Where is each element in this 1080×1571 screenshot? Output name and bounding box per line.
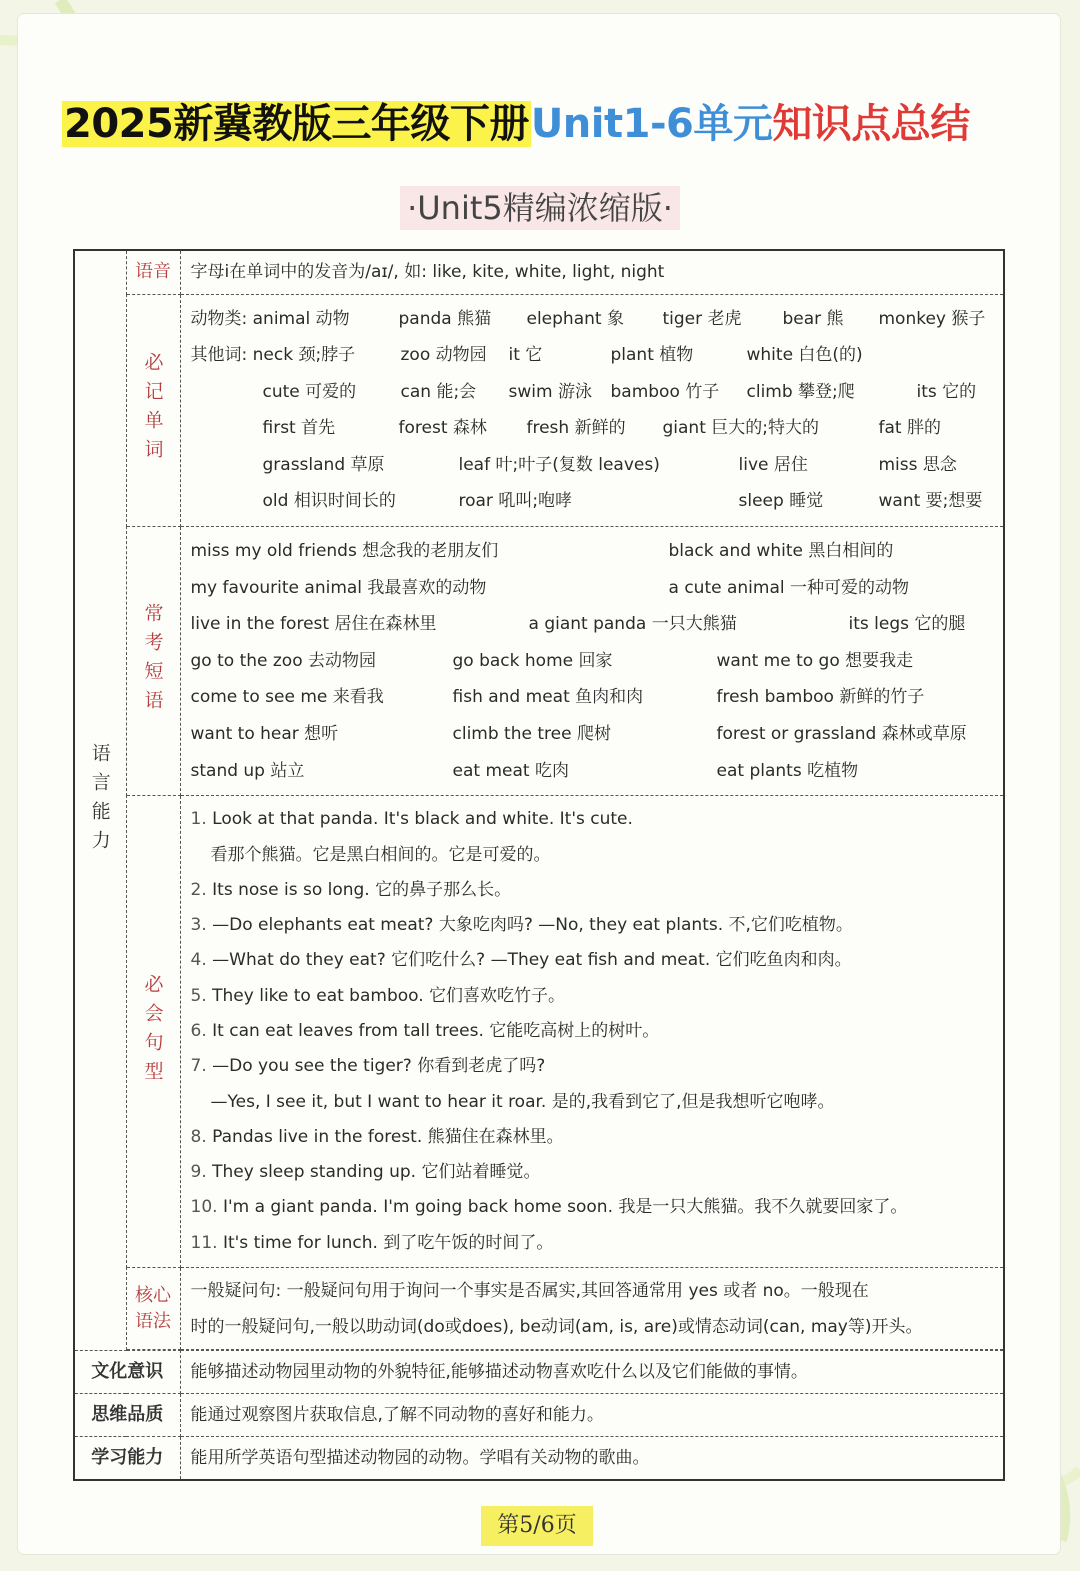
grammar-label: 核心语法 <box>135 1284 171 1332</box>
sentences-label: 必会句型 <box>141 973 164 1090</box>
sentence-text: —Do you see the tiger? 你看到老虎了吗? <box>212 1056 546 1077</box>
sentence-text: —What do they eat? 它们吃什么? —They eat fish and meat. 它们吃鱼肉和肉。 <box>212 950 852 971</box>
sentence-number: 1. <box>190 809 207 830</box>
phonics-text: 字母i在单词中的发音为/aɪ/, 如: like, kite, white, light, night <box>190 262 665 283</box>
word-entry: live 居住 <box>738 454 808 475</box>
sentence-number: 10. <box>190 1197 218 1218</box>
subtitle: ·Unit5精编浓缩版· <box>400 186 680 230</box>
sentences-cell <box>180 796 1004 1268</box>
phonics-cell <box>180 250 1004 294</box>
sentence-number: 5. <box>190 985 207 1006</box>
word-row <box>191 410 994 447</box>
phrase-entry: go back home 回家 <box>452 650 613 671</box>
sentence-line <box>191 1120 994 1155</box>
grammar-line-2: 时的一般疑问句,一般以助动词(do或does), be动词(am, is, are)或情态动词(can, may等)开头。 <box>190 1316 923 1337</box>
sentence-line <box>191 873 994 908</box>
sentence-text: It's time for lunch. 到了吃午饭的时间了。 <box>222 1232 554 1253</box>
word-entry: 动物类: animal 动物 <box>190 308 350 329</box>
word-entry: its 它的 <box>916 381 977 402</box>
word-entry: cute 可爱的 <box>262 381 357 402</box>
grammar-line-1: 一般疑问句: 一般疑问句用于询问一个事实是否属实,其回答通常用 yes 或者 no。一般现在 <box>190 1280 869 1301</box>
phrase-entry: stand up 站立 <box>190 760 305 781</box>
sentence-line <box>191 979 994 1014</box>
title-part-1: 2025新冀教版三年级下册 <box>64 101 529 147</box>
sentence-number: 4. <box>190 950 207 971</box>
sentence-line <box>191 838 994 873</box>
phrase-entry: miss my old friends 想念我的老朋友们 <box>190 541 499 562</box>
culture-cell <box>180 1351 1004 1394</box>
sentence-number: 7. <box>190 1056 207 1077</box>
phrase-entry: go to the zoo 去动物园 <box>190 650 376 671</box>
learning-cell <box>180 1437 1004 1481</box>
phrase-row <box>191 716 994 753</box>
phonics-label-cell <box>126 250 180 294</box>
phrases-cell <box>180 527 1004 796</box>
sentence-line <box>191 1014 994 1049</box>
word-row <box>191 301 994 338</box>
language-label: 语言能力 <box>88 742 111 859</box>
grammar-label-cell <box>126 1268 180 1350</box>
sentence-line <box>191 943 994 978</box>
phrase-entry: want me to go 想要我走 <box>716 650 914 671</box>
word-row <box>191 483 994 520</box>
word-entry: miss 思念 <box>878 454 957 475</box>
learning-label-cell <box>74 1437 180 1481</box>
phrase-row <box>191 533 994 570</box>
phrase-entry: come to see me 来看我 <box>190 687 384 708</box>
sentence-line <box>191 1190 994 1225</box>
phrase-entry: fresh bamboo 新鲜的竹子 <box>716 687 925 708</box>
words-list <box>181 295 1004 527</box>
word-entry: roar 吼叫;咆哮 <box>458 491 573 512</box>
phrase-entry: black and white 黑白相间的 <box>668 541 894 562</box>
sentence-line <box>191 1226 994 1261</box>
sentence-text: I'm a giant panda. I'm going back home soon. 我是一只大熊猫。我不久就要回家了。 <box>222 1197 908 1218</box>
sentence-text: Look at that panda. It's black and white. It's cute. <box>212 809 633 830</box>
word-entry: old 相识时间长的 <box>262 491 396 512</box>
sentence-text: 看那个熊猫。它是黑白相间的。它是可爱的。 <box>210 844 551 865</box>
words-label-cell <box>126 294 180 527</box>
title-part-2: Unit1-6单元 <box>530 101 773 147</box>
sentence-text: —Do elephants eat meat? 大象吃肉吗? —No, they eat plants. 不,它们吃植物。 <box>212 915 853 936</box>
learning-text: 能用所学英语句型描述动物园的动物。学唱有关动物的歌曲。 <box>190 1448 650 1469</box>
sentence-text: It can eat leaves from tall trees. 它能吃高树上的树叶。 <box>212 1021 660 1041</box>
thinking-label: 思维品质 <box>91 1404 164 1426</box>
phrases-label-cell <box>126 527 180 796</box>
title-part-3: 知识点总结 <box>772 101 970 147</box>
sentence-text: Its nose is so long. 它的鼻子那么长。 <box>212 879 512 900</box>
sentence-number: 3. <box>190 915 207 936</box>
sentence-number: 8. <box>190 1126 207 1147</box>
phonics-label: 语音 <box>135 261 171 283</box>
words-cell <box>180 294 1004 527</box>
word-entry: 其他词: neck 颈;脖子 <box>190 345 356 366</box>
sentence-number: 9. <box>190 1162 207 1183</box>
sentence-number: 11. <box>190 1232 218 1253</box>
summary-table <box>73 249 1005 1481</box>
phrase-entry: forest or grassland 森林或草原 <box>716 724 967 745</box>
word-entry: forest 森林 <box>398 418 487 439</box>
thinking-label-cell <box>74 1394 180 1437</box>
word-entry: grassland 草原 <box>262 454 385 475</box>
word-entry: elephant 象 <box>526 308 624 329</box>
sentence-text: They sleep standing up. 它们站着睡觉。 <box>212 1162 541 1183</box>
word-row <box>191 447 994 484</box>
phrase-entry: eat meat 吃肉 <box>452 760 569 781</box>
sentence-number: 2. <box>190 879 207 900</box>
grammar-cell <box>180 1268 1004 1350</box>
phrase-entry: eat plants 吃植物 <box>716 760 859 781</box>
phrase-entry: its legs 它的腿 <box>848 614 966 635</box>
word-entry: tiger 老虎 <box>662 308 742 329</box>
word-entry: climb 攀登;爬 <box>746 381 855 402</box>
page-title <box>62 96 970 152</box>
sentence-line <box>191 802 994 837</box>
phrase-entry: climb the tree 爬树 <box>452 724 611 745</box>
sentence-text: They like to eat bamboo. 它们喜欢吃竹子。 <box>212 985 566 1006</box>
sentence-line <box>191 1155 994 1190</box>
phrase-entry: a giant panda 一只大熊猫 <box>528 614 737 635</box>
word-entry: zoo 动物园 <box>400 345 487 366</box>
sentences-list <box>181 796 1004 1267</box>
phrase-row <box>191 753 994 790</box>
sentence-line <box>191 908 994 943</box>
word-entry: leaf 叶;叶子(复数 leaves) <box>458 454 660 475</box>
word-entry: plant 植物 <box>610 345 694 366</box>
word-entry: can 能;会 <box>400 381 477 402</box>
word-entry: it 它 <box>508 345 543 366</box>
phrases-label: 常考短语 <box>141 603 164 720</box>
word-entry: sleep 睡觉 <box>738 491 824 512</box>
word-entry: monkey 猴子 <box>878 308 986 329</box>
word-entry: fresh 新鲜的 <box>526 418 626 439</box>
word-entry: fat 胖的 <box>878 418 941 439</box>
language-label-cell <box>74 250 126 1351</box>
phrase-entry: want to hear 想听 <box>190 724 339 745</box>
phrase-entry: a cute animal 一种可爱的动物 <box>668 577 909 598</box>
page-number: 第5/6页 <box>481 1506 593 1546</box>
word-entry: giant 巨大的;特大的 <box>662 418 820 439</box>
sentence-text: Pandas live in the forest. 熊猫住在森林里。 <box>212 1126 564 1147</box>
sentence-number: 6. <box>190 1021 207 1041</box>
word-row <box>191 374 994 411</box>
culture-label: 文化意识 <box>91 1361 164 1383</box>
word-entry: swim 游泳 <box>508 381 592 402</box>
sentence-line <box>191 1049 994 1084</box>
phrase-entry: my favourite animal 我最喜欢的动物 <box>190 577 487 598</box>
word-entry: first 首先 <box>262 418 336 439</box>
phrase-row <box>191 606 994 643</box>
words-label: 必记单词 <box>141 352 164 469</box>
learning-label: 学习能力 <box>91 1447 164 1469</box>
word-entry: bear 熊 <box>782 308 844 329</box>
word-row <box>191 337 994 374</box>
sentence-text: —Yes, I see it, but I want to hear it roar. 是的,我看到它了,但是我想听它咆哮。 <box>210 1091 835 1112</box>
word-entry: want 要;想要 <box>878 491 983 512</box>
phrase-entry: fish and meat 鱼肉和肉 <box>452 687 644 708</box>
phrase-row <box>191 679 994 716</box>
word-entry: bamboo 竹子 <box>610 381 720 402</box>
thinking-cell <box>180 1394 1004 1437</box>
thinking-text: 能通过观察图片获取信息,了解不同动物的喜好和能力。 <box>190 1405 604 1426</box>
word-entry: panda 熊猫 <box>398 308 492 329</box>
phrase-entry: live in the forest 居住在森林里 <box>190 614 437 635</box>
word-entry: white 白色(的) <box>746 345 863 366</box>
sentences-label-cell <box>126 796 180 1268</box>
sentence-line <box>191 1085 994 1120</box>
phrase-row <box>191 643 994 680</box>
phrase-row <box>191 570 994 607</box>
phrases-list <box>181 527 1004 795</box>
culture-text: 能够描述动物园里动物的外貌特征,能够描述动物喜欢吃什么以及它们能做的事情。 <box>190 1362 808 1383</box>
culture-label-cell <box>74 1351 180 1394</box>
